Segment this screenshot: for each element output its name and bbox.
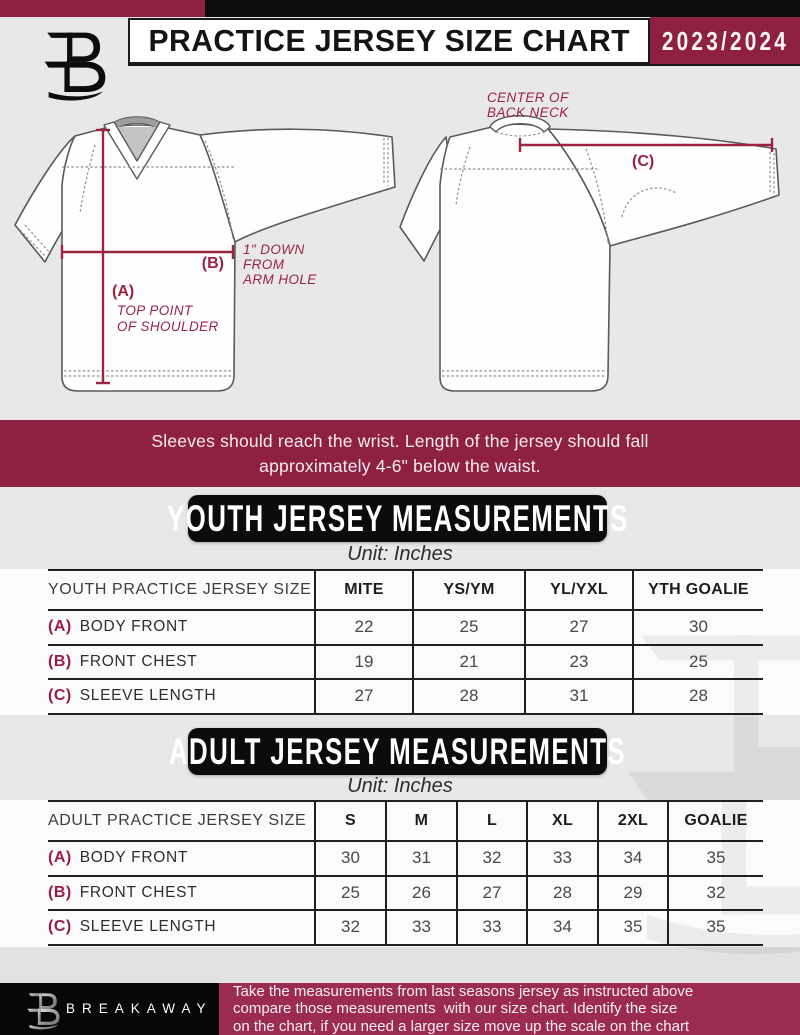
table-row [48,679,763,714]
b-note-line1: 1" DOWN [243,242,305,257]
footer-instructions [219,983,800,1035]
row-key: (C) [48,687,72,705]
season-label: 2023/2024 [661,25,789,56]
cell-value: 25 [315,876,386,911]
cell-value: 32 [315,910,386,945]
cell-value: 28 [413,679,525,714]
adult-unit-label: Unit: Inches [347,775,453,797]
fit-notice-line2: approximately 4-6" below the waist. [259,455,541,476]
cell-value: 19 [315,645,413,680]
cell-value: 35 [598,910,668,945]
cell-value: 31 [525,679,633,714]
a-note-line1: TOP POINT [117,303,193,318]
table-row [48,876,763,911]
row-key: (A) [48,618,72,636]
cell-value: 25 [413,610,525,645]
front-jersey-diagram [15,117,395,391]
row-key: (A) [48,849,72,867]
youth-section-title: YOUTH JERSEY MEASUREMENTS [166,497,629,539]
adult-table-header-row [48,801,763,841]
cell-value: 35 [668,910,763,945]
b-note-line3: ARM HOLE [243,272,317,287]
top-strip-maroon [0,0,205,17]
row-key: (B) [48,883,72,901]
cell-value: 32 [457,841,527,876]
row-key: (B) [48,652,72,670]
youth-header-goalie: YTH GOALIE [633,570,763,610]
page-title: PRACTICE JERSEY SIZE CHART [148,23,630,58]
back-jersey-diagram [400,90,779,391]
b-note-line2: FROM [243,257,285,272]
footer-line3: on the chart, if you need a larger size move up the scale on the chart [233,1017,690,1035]
youth-unit-label: Unit: Inches [347,543,453,565]
adult-header-m: M [386,801,457,841]
youth-section-header [166,495,629,542]
cell-value: 33 [386,910,457,945]
adult-section-header [168,728,627,775]
youth-header-size: YOUTH PRACTICE JERSEY SIZE [48,570,315,610]
row-key: (C) [48,918,72,936]
cell-value: 23 [525,645,633,680]
youth-table-header-row [48,570,763,610]
table-row [48,645,763,680]
fit-notice-banner [0,420,800,487]
c-note-line2: BACK NECK [487,105,569,120]
top-strip-black [205,0,800,17]
adult-header-l: L [457,801,527,841]
adult-header-goalie: GOALIE [668,801,763,841]
adult-header-2xl: 2XL [598,801,668,841]
cell-value: 30 [315,841,386,876]
cell-value: 27 [315,679,413,714]
label-c: (C) [632,153,655,170]
cell-value: 34 [598,841,668,876]
youth-header-ylyxl: YL/YXL [525,570,633,610]
cell-value: 26 [386,876,457,911]
youth-size-table [48,569,763,715]
cell-value: 35 [668,841,763,876]
a-note-line2: OF SHOULDER [117,319,219,334]
row-label: BODY FRONT [79,849,189,867]
cell-value: 28 [527,876,598,911]
page-title-box [128,18,650,64]
footer-brand-name: BREAKAWAY [66,1001,213,1016]
cell-value: 34 [527,910,598,945]
table-row [48,841,763,876]
adult-header-s: S [315,801,386,841]
cell-value: 27 [457,876,527,911]
footer-line1: Take the measurements from last seasons jersey as instructed above [233,982,694,1000]
cell-value: 30 [633,610,763,645]
label-b: (B) [201,255,224,272]
adult-header-size: ADULT PRACTICE JERSEY SIZE [48,801,315,841]
cell-value: 33 [527,841,598,876]
cell-value: 21 [413,645,525,680]
adult-header-xl: XL [527,801,598,841]
youth-header-ysym: YS/YM [413,570,525,610]
c-note-line1: CENTER OF [487,90,569,105]
cell-value: 32 [668,876,763,911]
cell-value: 33 [457,910,527,945]
youth-header-mite: MITE [315,570,413,610]
row-label: BODY FRONT [79,618,189,636]
row-label: SLEEVE LENGTH [79,918,217,936]
adult-section-title: ADULT JERSEY MEASUREMENTS [168,730,627,772]
cell-value: 31 [386,841,457,876]
cell-value: 28 [633,679,763,714]
label-a: (A) [112,283,135,300]
table-row [48,610,763,645]
season-badge [650,17,800,65]
table-row [48,910,763,945]
cell-value: 29 [598,876,668,911]
fit-notice-line1: Sleeves should reach the wrist. Length of the jersey should fall [151,430,649,451]
footer-b-logo [26,988,61,1031]
jersey-diagrams [0,65,800,420]
cell-value: 27 [525,610,633,645]
footer-line2: compare those measurements with our size chart. Identify the size [233,1000,678,1018]
row-label: SLEEVE LENGTH [79,687,217,705]
cell-value: 22 [315,610,413,645]
adult-size-table [48,800,763,946]
cell-value: 25 [633,645,763,680]
row-label: FRONT CHEST [79,883,198,901]
row-label: FRONT CHEST [79,652,198,670]
